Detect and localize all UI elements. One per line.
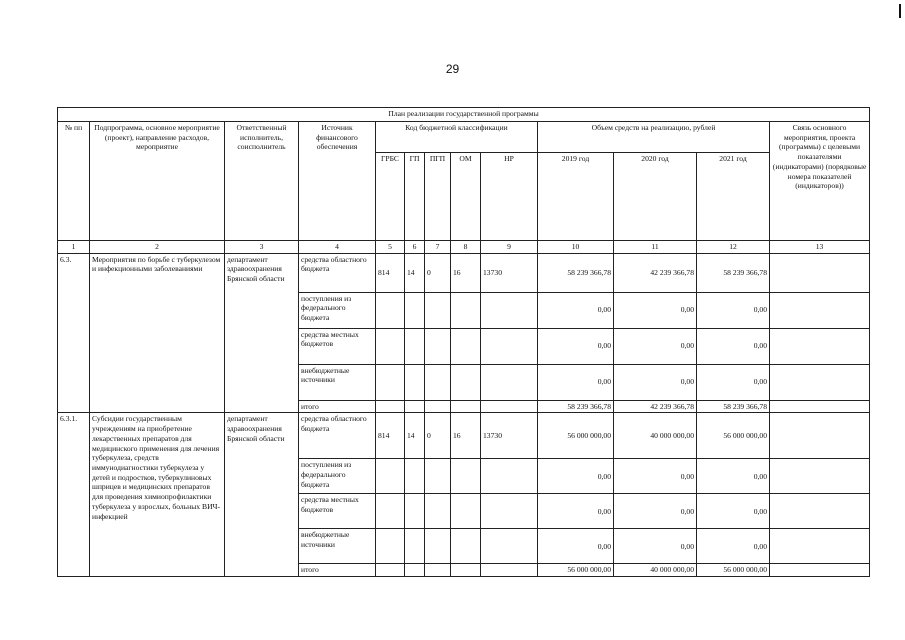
code-pgp <box>425 364 451 400</box>
column-number-row <box>58 241 870 254</box>
amount-2021: 0,00 <box>697 292 770 328</box>
page-number: 29 <box>445 62 460 76</box>
amount-2021: 58 239 366,78 <box>697 253 770 292</box>
header-volume: Объем средств на реализацию, рублей <box>538 122 770 153</box>
scan-edge-mark <box>899 4 901 18</box>
amount-2020: 0,00 <box>614 494 697 529</box>
amount-2019: 58 239 366,78 <box>538 400 614 413</box>
code-pgp: 0 <box>425 413 451 459</box>
table-row <box>58 413 870 459</box>
program-plan-table <box>57 107 870 577</box>
amount-2020: 0,00 <box>614 459 697 494</box>
code-om <box>451 494 481 529</box>
column-number: 7 <box>425 241 451 254</box>
amount-2021: 0,00 <box>697 529 770 564</box>
amount-2020: 42 239 366,78 <box>614 400 697 413</box>
amount-2019: 0,00 <box>538 328 614 364</box>
header-grbs: ГРБС <box>376 153 405 241</box>
code-gp <box>405 400 425 413</box>
funding-source: средства местных бюджетов <box>299 494 376 529</box>
code-pgp <box>425 564 451 577</box>
code-np <box>481 459 538 494</box>
code-np <box>481 529 538 564</box>
amount-2020: 42 239 366,78 <box>614 253 697 292</box>
amount-2021: 56 000 000,00 <box>697 564 770 577</box>
code-gp <box>405 328 425 364</box>
header-2021: 2021 год <box>697 153 770 241</box>
column-number: 13 <box>770 241 870 254</box>
indicator-link <box>770 292 870 328</box>
table-title-row <box>58 108 870 122</box>
amount-2019: 0,00 <box>538 292 614 328</box>
indicator-link <box>770 364 870 400</box>
funding-source: итого <box>299 564 376 577</box>
code-om <box>451 364 481 400</box>
amount-2019: 0,00 <box>538 494 614 529</box>
column-number: 1 <box>58 241 90 254</box>
code-pgp <box>425 400 451 413</box>
code-om: 16 <box>451 413 481 459</box>
amount-2020: 0,00 <box>614 364 697 400</box>
code-pgp <box>425 529 451 564</box>
column-number: 6 <box>405 241 425 254</box>
amount-2021: 0,00 <box>697 364 770 400</box>
row-number: 6.3. <box>58 253 90 413</box>
column-number: 11 <box>614 241 697 254</box>
code-np <box>481 400 538 413</box>
header-np: НР <box>481 153 538 241</box>
header-responsible: Ответственный исполнитель, соисполнитель <box>225 122 299 241</box>
header-gp: ГП <box>405 153 425 241</box>
amount-2020: 40 000 000,00 <box>614 413 697 459</box>
activity-name: Субсидии государственным учреждениям на приобретение лекарственных препаратов для медицинского применения для лечения туберкулеза, средств иммунодиагностики туберкулеза у детей и подростков, туберкулиновых шприцев и медицинских препаратов для проведения химиопрофилактики туберкулеза у взрослых, больных ВИЧ-инфекцией <box>90 413 225 577</box>
funding-source: поступления из федерального бюджета <box>299 292 376 328</box>
code-gp <box>405 564 425 577</box>
column-number: 12 <box>697 241 770 254</box>
code-grbs <box>376 494 405 529</box>
code-grbs <box>376 400 405 413</box>
code-grbs: 814 <box>376 253 405 292</box>
code-gp <box>405 292 425 328</box>
column-number: 9 <box>481 241 538 254</box>
code-om <box>451 529 481 564</box>
code-gp <box>405 494 425 529</box>
code-gp <box>405 459 425 494</box>
amount-2020: 0,00 <box>614 529 697 564</box>
code-pgp <box>425 292 451 328</box>
indicator-link <box>770 253 870 292</box>
code-om <box>451 564 481 577</box>
amount-2021: 56 000 000,00 <box>697 413 770 459</box>
code-grbs <box>376 364 405 400</box>
amount-2019: 56 000 000,00 <box>538 564 614 577</box>
responsible-executor: департамент здравоохранения Брянской области <box>225 253 299 413</box>
code-np <box>481 564 538 577</box>
code-np: 13730 <box>481 253 538 292</box>
funding-source: внебюджетные источники <box>299 529 376 564</box>
header-subprogram: Подпрограмма, основное мероприятие (проект), направление расходов, мероприятие <box>90 122 225 241</box>
funding-source: средства областного бюджета <box>299 413 376 459</box>
code-np <box>481 364 538 400</box>
code-om <box>451 459 481 494</box>
funding-source: средства местных бюджетов <box>299 328 376 364</box>
funding-source: поступления из федерального бюджета <box>299 459 376 494</box>
indicator-link <box>770 459 870 494</box>
code-gp: 14 <box>405 413 425 459</box>
table-title: План реализации государственной программы <box>58 108 870 122</box>
code-pgp <box>425 459 451 494</box>
column-number: 10 <box>538 241 614 254</box>
code-grbs: 814 <box>376 413 405 459</box>
code-grbs <box>376 328 405 364</box>
amount-2020: 0,00 <box>614 292 697 328</box>
indicator-link <box>770 564 870 577</box>
code-np <box>481 494 538 529</box>
code-grbs <box>376 459 405 494</box>
funding-source: итого <box>299 400 376 413</box>
indicator-link <box>770 529 870 564</box>
amount-2021: 0,00 <box>697 328 770 364</box>
header-link: Связь основного мероприятия, проекта (программы) с целевыми показателями (индикаторами) (порядковые номера показателей (индикаторов)) <box>770 122 870 241</box>
header-row-1 <box>58 122 870 153</box>
code-grbs <box>376 529 405 564</box>
code-np: 13730 <box>481 413 538 459</box>
header-2019: 2019 год <box>538 153 614 241</box>
indicator-link <box>770 400 870 413</box>
header-source: Источник финансового обеспечения <box>299 122 376 241</box>
header-num: № пп <box>58 122 90 241</box>
amount-2021: 0,00 <box>697 494 770 529</box>
header-pgp: ПГП <box>425 153 451 241</box>
amount-2019: 0,00 <box>538 459 614 494</box>
header-om: ОМ <box>451 153 481 241</box>
column-number: 8 <box>451 241 481 254</box>
code-np <box>481 328 538 364</box>
code-om: 16 <box>451 253 481 292</box>
amount-2020: 40 000 000,00 <box>614 564 697 577</box>
activity-name: Мероприятия по борьбе с туберкулезом и инфекционными заболеваниями <box>90 253 225 413</box>
amount-2021: 0,00 <box>697 459 770 494</box>
indicator-link <box>770 413 870 459</box>
header-2020: 2020 год <box>614 153 697 241</box>
code-np <box>481 292 538 328</box>
responsible-executor: департамент здравоохранения Брянской области <box>225 413 299 577</box>
amount-2021: 58 239 366,78 <box>697 400 770 413</box>
amount-2019: 58 239 366,78 <box>538 253 614 292</box>
code-om <box>451 400 481 413</box>
amount-2019: 56 000 000,00 <box>538 413 614 459</box>
code-om <box>451 292 481 328</box>
indicator-link <box>770 328 870 364</box>
amount-2019: 0,00 <box>538 529 614 564</box>
code-grbs <box>376 292 405 328</box>
column-number: 3 <box>225 241 299 254</box>
funding-source: внебюджетные источники <box>299 364 376 400</box>
header-budget-code: Код бюджетной классификации <box>376 122 538 153</box>
column-number: 5 <box>376 241 405 254</box>
code-pgp <box>425 494 451 529</box>
funding-source: средства областного бюджета <box>299 253 376 292</box>
table-row <box>58 253 870 292</box>
code-gp <box>405 529 425 564</box>
amount-2019: 0,00 <box>538 364 614 400</box>
code-pgp: 0 <box>425 253 451 292</box>
code-grbs <box>376 564 405 577</box>
amount-2020: 0,00 <box>614 328 697 364</box>
indicator-link <box>770 494 870 529</box>
code-pgp <box>425 328 451 364</box>
column-number: 4 <box>299 241 376 254</box>
code-gp <box>405 364 425 400</box>
column-number: 2 <box>90 241 225 254</box>
row-number: 6.3.1. <box>58 413 90 577</box>
code-om <box>451 328 481 364</box>
code-gp: 14 <box>405 253 425 292</box>
